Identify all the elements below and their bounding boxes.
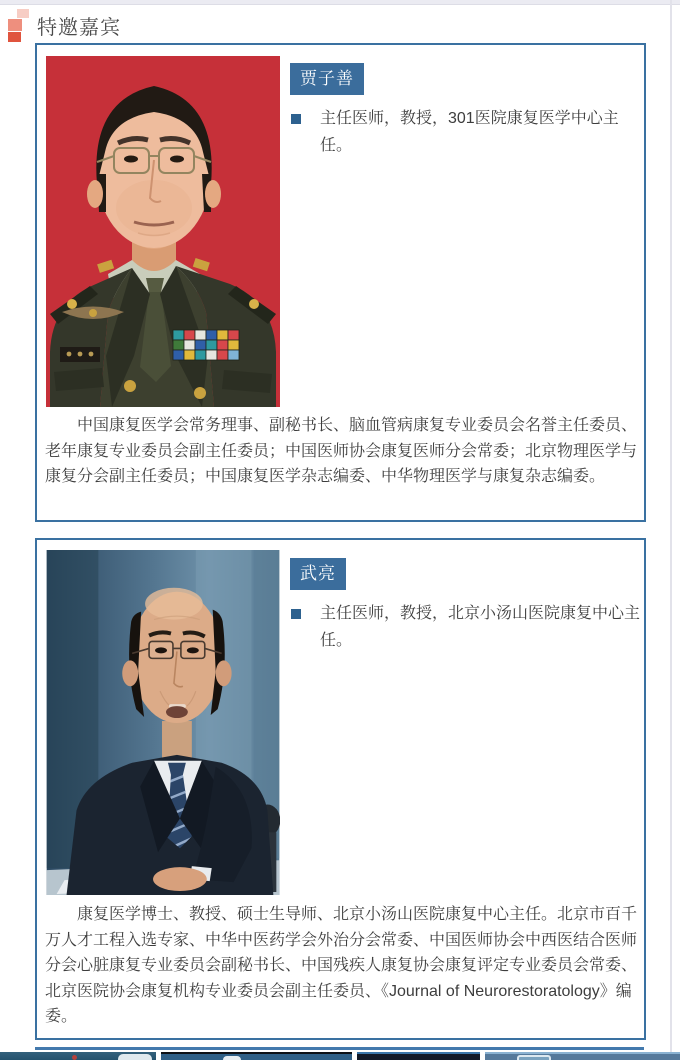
next-section-photo-row: [0, 1052, 680, 1060]
bullet-square-mid: [8, 19, 22, 31]
bullet-square-light: [17, 9, 29, 18]
section-header: [8, 8, 121, 42]
section-separator-line: [35, 1047, 644, 1050]
guest-bio: 中国康复医学会常务理事、副秘书长、脑血管病康复专业委员会名誉主任委员、老年康复专业委员会副主任委员；中国医师协会康复医师分会常委；北京物理医学与康复分会副主任委员；中国康复医学杂志编委、中华物理医学与康复杂志编委。: [45, 417, 638, 485]
guest-photo[interactable]: [46, 56, 280, 407]
guest-bio: 康复医学博士、教授、硕士生导师、北京小汤山医院康复中心主任。北京市百千万人才工程入选专家、中华中医药学会外治分会常委、中国医师协会中西医结合医师分会心脏康复专业委员会副秘书长、中国残疾人康复协会康复评定专业委员会常委、北京医院协会康复机构专业委员会副主任委员、《Journal of Neurorestoratology》编委。: [45, 906, 638, 1025]
square-bullet-icon: [291, 609, 301, 619]
next-photo-fragment[interactable]: [0, 1052, 156, 1060]
guest-name-badge: 贾子善: [290, 63, 364, 95]
section-bullet-icon: [8, 8, 30, 42]
next-photo-fragment[interactable]: [357, 1052, 480, 1060]
square-bullet-icon: [291, 114, 301, 124]
military-portrait-illustration: [46, 56, 280, 407]
guest-photo[interactable]: [46, 550, 280, 895]
page-right-edge-line: [670, 0, 672, 1060]
next-photo-fragment[interactable]: [161, 1052, 352, 1060]
guest-role-text: 主任医师，教授，301医院康复医学中心主任。: [320, 110, 619, 154]
guest-card-jia-zishan: [35, 43, 646, 522]
conference-portrait-illustration: [46, 550, 280, 895]
bullet-square-dark: [8, 32, 21, 42]
photo-detail-highlight: [118, 1054, 152, 1060]
page-top-strip: [0, 0, 680, 5]
guest-role-text: 主任医师，教授，北京小汤山医院康复中心主任。: [320, 605, 641, 649]
guest-role-item: [290, 105, 626, 159]
section-title: 特邀嘉宾: [37, 16, 121, 39]
guest-card-wu-liang: [35, 538, 646, 1040]
photo-detail-highlight: [223, 1056, 241, 1060]
next-photo-fragment[interactable]: [485, 1052, 680, 1060]
photo-detail-frame: [517, 1055, 551, 1060]
photo-detail-red-dot: [72, 1055, 77, 1060]
guest-name-badge: 武亮: [290, 558, 346, 590]
guest-role-item: [290, 600, 641, 654]
